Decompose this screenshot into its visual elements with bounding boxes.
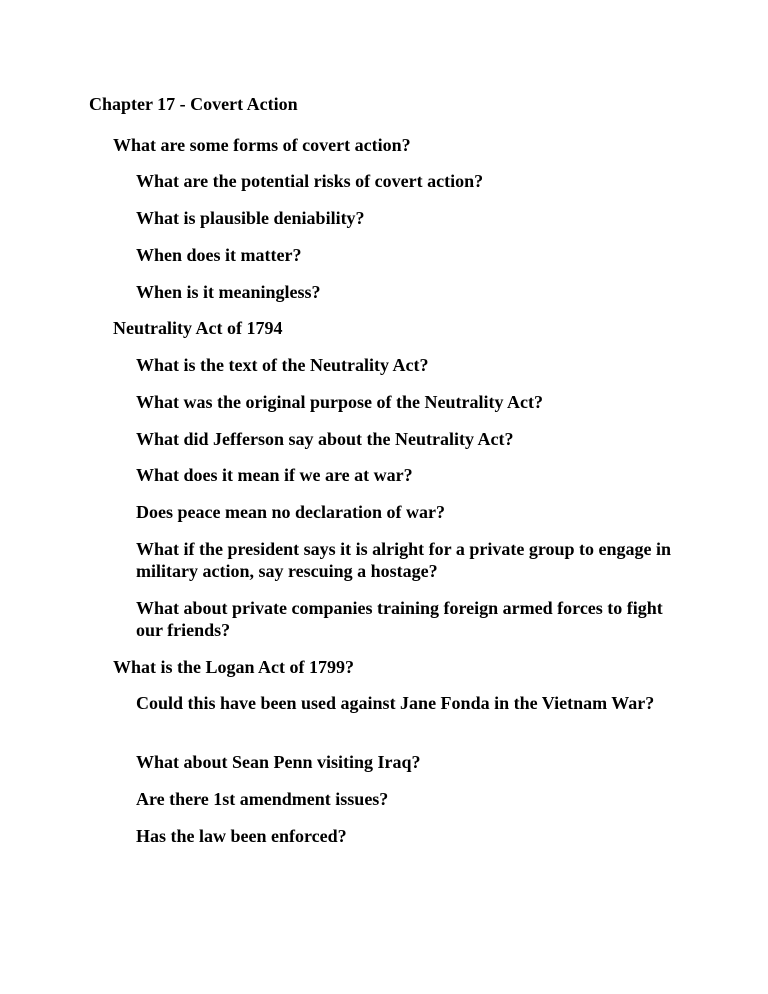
question-item: Has the law been enforced? xyxy=(136,826,347,846)
question-item: What about Sean Penn visiting Iraq? xyxy=(136,752,421,772)
question-item: What was the original purpose of the Neutrality Act? xyxy=(136,392,543,412)
question-item: What if the president says it is alright for a private group to engage in military action, say rescuing a hostage? xyxy=(136,539,671,581)
question-item: What is plausible deniability? xyxy=(136,208,365,228)
question-item: What about private companies training foreign armed forces to fight our friends? xyxy=(136,598,663,640)
section-heading-covert-forms: What are some forms of covert action? xyxy=(113,135,411,155)
question-item: What are the potential risks of covert action? xyxy=(136,171,484,191)
question-item: Could this have been used against Jane Fonda in the Vietnam War? xyxy=(136,693,655,713)
question-item: Are there 1st amendment issues? xyxy=(136,789,389,809)
question-item: Does peace mean no declaration of war? xyxy=(136,502,445,522)
section-heading-logan-act: What is the Logan Act of 1799? xyxy=(113,657,355,677)
question-item: What did Jefferson say about the Neutrality Act? xyxy=(136,429,514,449)
chapter-title: Chapter 17 - Covert Action xyxy=(89,94,298,114)
question-item: When is it meaningless? xyxy=(136,282,321,302)
section-heading-neutrality-act: Neutrality Act of 1794 xyxy=(113,318,283,338)
question-item: What is the text of the Neutrality Act? xyxy=(136,355,429,375)
question-item: What does it mean if we are at war? xyxy=(136,465,413,485)
question-item: When does it matter? xyxy=(136,245,302,265)
